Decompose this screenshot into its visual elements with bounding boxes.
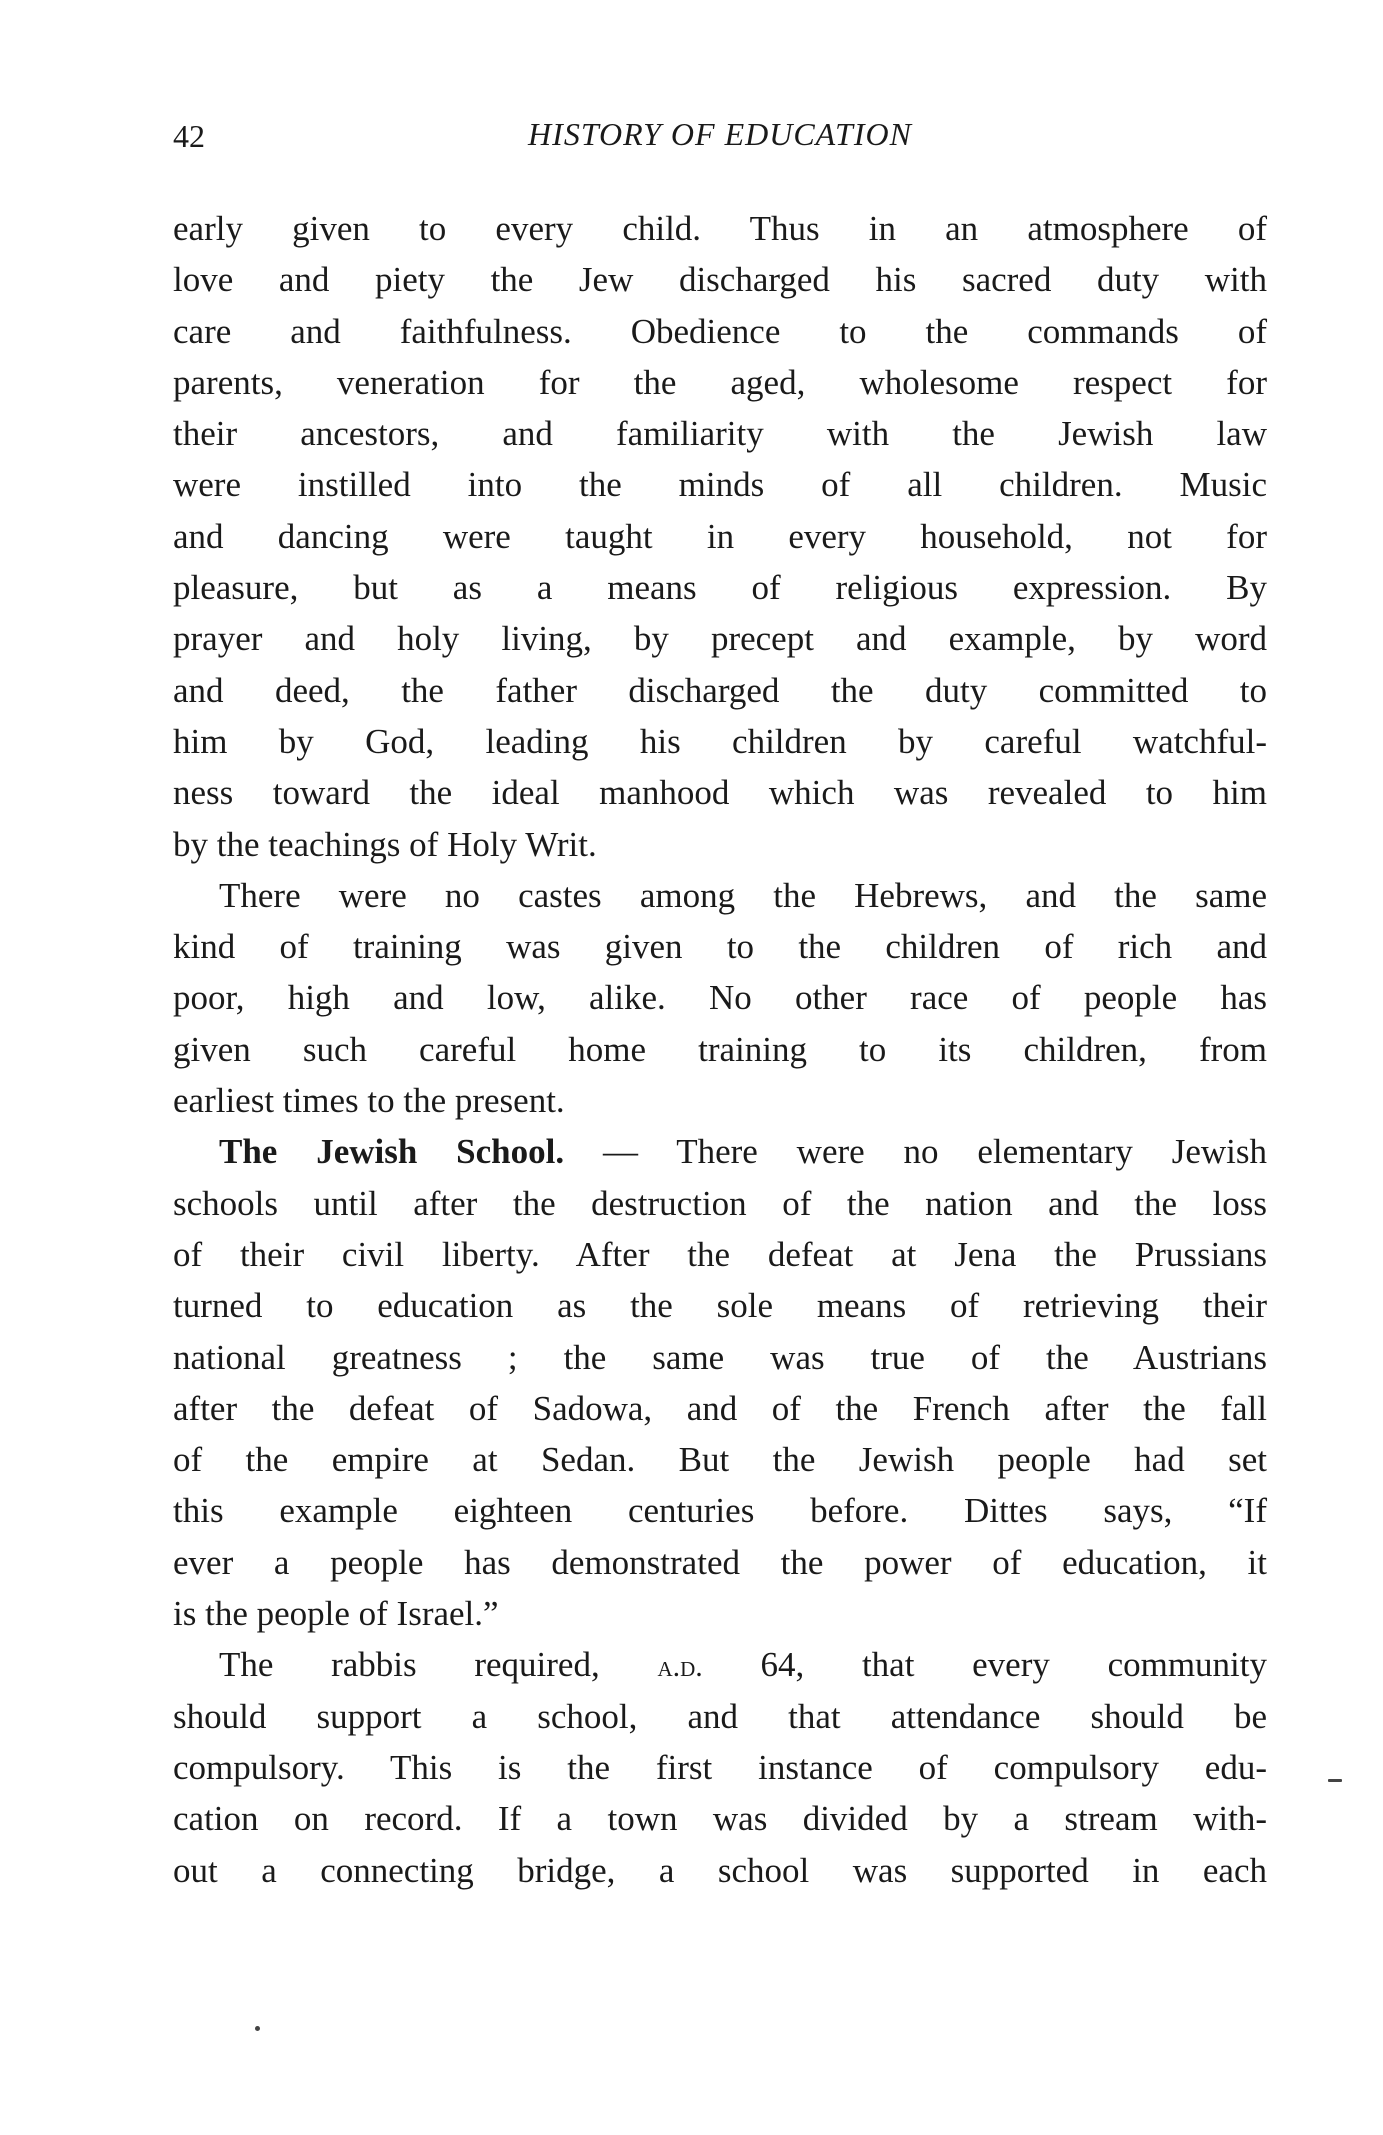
text-line — [173, 1383, 1267, 1434]
text-line — [173, 357, 1267, 408]
text-line — [173, 1332, 1267, 1383]
text-run: and dancing were taught in every household, not for — [173, 516, 1267, 556]
text-line — [173, 306, 1267, 357]
text-run: 64, that every community — [702, 1645, 1268, 1685]
page-number: 42 — [173, 118, 205, 154]
text-run: parents, veneration for the aged, wholesome respect for — [173, 362, 1267, 402]
text-line — [173, 1434, 1267, 1485]
text-run: of the empire at Sedan. But the Jewish people had set — [173, 1440, 1267, 1480]
text-run: ness toward the ideal manhood which was revealed to him — [173, 773, 1267, 813]
era-abbreviation: a.d. — [657, 1650, 703, 1684]
text-line — [173, 1178, 1267, 1229]
text-line — [173, 1537, 1267, 1588]
text-run: national greatness ; the same was true of the Austrians — [173, 1337, 1267, 1377]
text-line — [173, 767, 1267, 818]
text-line — [173, 511, 1267, 562]
text-run: after the defeat of Sadowa, and of the French after the fall — [173, 1388, 1267, 1428]
margin-mark — [1328, 1779, 1342, 1782]
text-line — [173, 1588, 1267, 1639]
text-run: their ancestors, and familiarity with the Jewish law — [173, 414, 1267, 454]
text-run: poor, high and low, alike. No other race of people has — [173, 978, 1267, 1018]
text-line — [173, 1024, 1267, 1075]
text-line — [173, 1485, 1267, 1536]
text-run: pleasure, but as a means of religious expression. By — [173, 568, 1267, 608]
text-line — [173, 459, 1267, 510]
text-line — [173, 613, 1267, 664]
text-run: care and faithfulness. Obedience to the commands of — [173, 311, 1267, 351]
text-line — [173, 921, 1267, 972]
text-line — [173, 1691, 1267, 1742]
text-run: him by God, leading his children by careful watchful- — [173, 721, 1267, 761]
text-run: — There were no elementary Jewish — [564, 1132, 1267, 1172]
text-run: should support a school, and that attendance should be — [173, 1696, 1267, 1736]
text-line — [173, 870, 1267, 921]
text-run: schools until after the destruction of the nation and the loss — [173, 1183, 1267, 1223]
text-run: turned to education as the sole means of retrieving their — [173, 1286, 1267, 1326]
text-run: is the people of Israel.” — [173, 1594, 499, 1634]
text-run: earliest times to the present. — [173, 1081, 565, 1121]
text-line — [173, 665, 1267, 716]
text-run: of their civil liberty. After the defeat at Jena the Prussians — [173, 1234, 1267, 1274]
text-line — [173, 972, 1267, 1023]
text-line — [173, 819, 1267, 870]
text-run: this example eighteen centuries before. Dittes says, “If — [173, 1491, 1267, 1531]
text-line — [173, 1793, 1267, 1844]
text-run: There were no castes among the Hebrews, and the same — [219, 875, 1267, 915]
text-run: cation on record. If a town was divided by a stream with- — [173, 1799, 1267, 1839]
text-run: given such careful home training to its children, from — [173, 1029, 1267, 1069]
text-run: ever a people has demonstrated the power of education, it — [173, 1542, 1267, 1582]
text-run: kind of training was given to the children of rich and — [173, 927, 1267, 967]
text-run: compulsory. This is the first instance of compulsory edu- — [173, 1747, 1267, 1787]
text-line — [173, 562, 1267, 613]
text-run: love and piety the Jew discharged his sacred duty with — [173, 260, 1267, 300]
text-run: early given to every child. Thus in an atmosphere of — [173, 209, 1267, 248]
running-title: HISTORY OF EDUCATION — [528, 116, 912, 152]
text-run: were instilled into the minds of all children. Music — [173, 465, 1267, 505]
text-run: by the teachings of Holy Writ. — [173, 824, 597, 864]
text-line — [173, 1280, 1267, 1331]
text-line — [173, 1229, 1267, 1280]
text-line — [173, 1075, 1267, 1126]
text-line — [173, 408, 1267, 459]
text-line — [173, 716, 1267, 767]
text-line — [173, 1126, 1267, 1177]
text-run: and deed, the father discharged the duty committed to — [173, 670, 1267, 710]
text-line — [173, 1639, 1267, 1690]
text-run: prayer and holy living, by precept and example, by word — [173, 619, 1267, 659]
page-body-text — [173, 203, 1267, 1896]
text-line — [173, 254, 1267, 305]
running-header — [173, 112, 1267, 162]
text-line — [173, 1742, 1267, 1793]
scan-speck — [255, 2026, 260, 2031]
text-line — [173, 1845, 1267, 1896]
text-run: The rabbis required, — [219, 1645, 658, 1685]
text-run: out a connecting bridge, a school was supported in each — [173, 1850, 1267, 1890]
section-heading: The Jewish School. — [219, 1132, 565, 1172]
text-line — [173, 203, 1267, 254]
